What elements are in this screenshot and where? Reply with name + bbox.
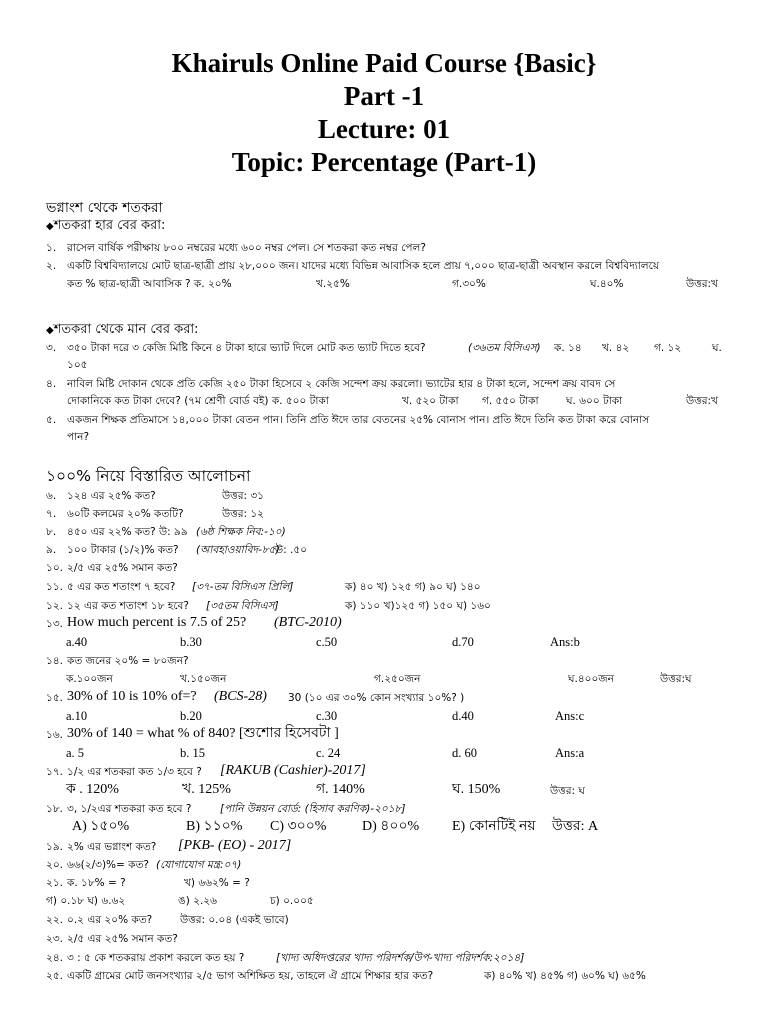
topic-heading: Topic: Percentage (Part-1) bbox=[231, 147, 537, 177]
options: ক) ১১০ খ)১২৫ গ) ১৫০ ঘ) ১৬০ bbox=[345, 600, 491, 612]
question-text: ২/৫ এর ২৫% সমান কত? bbox=[67, 562, 178, 574]
question-text: ৬০টি কলমের ২০% কতটি? bbox=[67, 508, 184, 520]
question-text: 30% of 10 is 10% of=? bbox=[67, 689, 197, 704]
answer: উত্তর:খ bbox=[686, 395, 718, 407]
question-text-cont: ১০৫ bbox=[67, 359, 88, 371]
option-c: c. 24 bbox=[316, 746, 341, 760]
question-text-cont: গ) ০.১৮ ঘ) ৬.৬২ bbox=[46, 895, 126, 907]
question-number: ১৩. bbox=[46, 618, 63, 630]
option-a: ক. ১৪ bbox=[554, 342, 582, 354]
answer: উত্তর:খ bbox=[686, 278, 718, 290]
option-d: D) ৪০০% bbox=[362, 819, 420, 834]
question-number: ৫. bbox=[46, 414, 57, 426]
question-source: [৩৫তম বিসিএস] bbox=[206, 600, 279, 612]
options: ক) ৪০ খ) ১২৫ গ) ৯০ ঘ) ১৪০ bbox=[345, 581, 481, 593]
question-text-cont: কত % ছাত্র-ছাত্রী আবাসিক ? ক. ২০% bbox=[67, 278, 232, 290]
question-text-cont: 30 (১০ এর ৩০% কোন সংখ্যার ১০%? ) bbox=[288, 692, 465, 704]
answer: উত্তর: A bbox=[552, 819, 599, 834]
question-number: ৬. bbox=[46, 490, 57, 502]
question-text-cont: চ) ০.০০৫ bbox=[270, 895, 314, 907]
option-c: গ.৩০% bbox=[452, 278, 486, 290]
option-c: গ. ৫৫০ টাকা bbox=[482, 395, 539, 407]
question-number: ৪. bbox=[46, 378, 57, 390]
question-number: ৯. bbox=[46, 544, 57, 556]
question-source: (যোগাযোগ মন্ত্র:০৭) bbox=[156, 859, 242, 871]
question-source: [RAKUB (Cashier)-2017] bbox=[220, 763, 366, 778]
answer: Ans:a bbox=[555, 746, 585, 760]
answer: Ans:c bbox=[555, 709, 585, 723]
question-number: ২৪. bbox=[46, 952, 63, 964]
option-c: গ.২৫০জন bbox=[374, 673, 421, 685]
question-source: (BCS-28) bbox=[214, 689, 267, 704]
question-text: 30% of 140 = what % of 840? [শুশোর হিসেবটা ] bbox=[67, 726, 339, 741]
option-a: a. 5 bbox=[66, 746, 85, 760]
question-text: How much percent is 7.5 of 25? bbox=[67, 615, 247, 630]
question-text: ১০০ টাকার (১/২)% কত? bbox=[67, 544, 179, 556]
question-number: ২৩. bbox=[46, 933, 63, 945]
answer: উত্তর: ঘ bbox=[550, 785, 585, 797]
question-text: ৪৫০ এর ২২% কত? উ: ৯৯ bbox=[67, 526, 188, 538]
question-number: ৮. bbox=[46, 526, 57, 538]
question-text: ৩, ১/২এর শতকরা কত হবে ? bbox=[67, 803, 192, 815]
question-number: ২২. bbox=[46, 914, 63, 926]
subsection-label: শতকরা হার বের করা: bbox=[53, 218, 166, 233]
option-d: ঘ. ৬০০ টাকা bbox=[566, 395, 623, 407]
question-text: একজন শিক্ষক প্রতিমাসে ১৪,০০০ টাকা বেতন পান। তিনি প্রতি ঈদে তার বেতনের ২৫% বোনাস পান। প্রতি ঈদে তিনি কত টাকা করে বোনাস bbox=[67, 414, 650, 426]
option-d: ঘ.৪০% bbox=[590, 278, 624, 290]
question-number: ১০. bbox=[46, 562, 63, 574]
option-d: ঘ.৪০০জন bbox=[568, 673, 614, 685]
option-c: গ. ১২ bbox=[654, 342, 682, 354]
subsection-label: শতকরা থেকে মান বের করা: bbox=[53, 322, 199, 337]
question-number: ১৭. bbox=[46, 766, 63, 778]
option-b: খ. ৫২০ টাকা bbox=[402, 395, 459, 407]
section-fraction-to-percent: ভগ্নাংশ থেকে শতকরা bbox=[46, 200, 163, 216]
question-text-cont: পান? bbox=[67, 431, 90, 443]
question-source: [PKB- (EO) - 2017] bbox=[178, 838, 292, 853]
lecture-heading: Lecture: 01 bbox=[317, 114, 451, 144]
question-text: ২% এর ভগ্নাংশ কত? bbox=[67, 841, 157, 853]
option-b: খ. ৪২ bbox=[602, 342, 630, 354]
section-100-percent: ১০০% নিয়ে বিস্তারিত আলোচনা bbox=[46, 467, 251, 485]
question-number: ২১. bbox=[46, 877, 63, 889]
question-number: ২০. bbox=[46, 859, 63, 871]
question-text: ৫ এর কত শতাংশ ৭ হবে? bbox=[67, 581, 176, 593]
answer: উ: .৫০ bbox=[275, 544, 308, 556]
subsection-find-value bbox=[46, 320, 199, 341]
question-source: (আবহাওয়াবিদ-৮৫) bbox=[196, 544, 280, 556]
option-b: খ.২৫% bbox=[316, 278, 350, 290]
answer: উত্তর: ৩১ bbox=[222, 490, 264, 502]
question-number: ২৫. bbox=[46, 970, 63, 982]
question-source: [খাদ্য অধিদপ্তরের খাদ্য পরিদর্শক/উপ-খাদ্য পরিদর্শক:২০১৪] bbox=[276, 952, 525, 964]
subsection-find-percent bbox=[46, 216, 165, 237]
option-b: b.30 bbox=[180, 635, 202, 649]
question-text: ১২৪ এর ২৫% কত? bbox=[67, 490, 156, 502]
option-d: d. 60 bbox=[452, 746, 477, 760]
question-number: ১৬. bbox=[46, 729, 63, 741]
question-text: ৬৬(২/৩)%= কত? bbox=[67, 859, 149, 871]
question-text: কত জনের ২০% = ৮০জন? bbox=[67, 655, 189, 667]
question-text: ০.২ এর ২০% কত? bbox=[67, 914, 153, 926]
option-c: c.30 bbox=[316, 709, 338, 723]
question-text: ১/২ এর শতকরা কত ১/৩ হবে ? bbox=[67, 766, 202, 778]
option-d: ঘ. 150% bbox=[452, 782, 501, 797]
question-text: রাসেল বার্ষিক পরীক্ষায় ৮০০ নম্বরের মধ্যে ৬০০ নম্বর পেল। সে শতকরা কত নম্বর পেল? bbox=[67, 242, 426, 254]
answer: উত্তর: ১২ bbox=[222, 508, 264, 520]
question-number: ৩. bbox=[46, 342, 57, 354]
option-b: খ.১৫০জন bbox=[180, 673, 227, 685]
question-source: (৩৬তম বিসিএস) bbox=[468, 342, 541, 354]
option-a: ক.১০০জন bbox=[66, 673, 113, 685]
question-number: ১. bbox=[46, 242, 57, 254]
option-d: d.70 bbox=[452, 635, 474, 649]
question-text: ক. ১৮% = ? bbox=[67, 877, 126, 889]
option-e: E) কোনটিই নয় bbox=[452, 819, 536, 834]
question-number: ১৪. bbox=[46, 655, 63, 667]
question-text: একটি বিশ্ববিদ্যালয়ে মোট ছাত্র-ছাত্রী প্রায় ২৮,০০০ জন। যাদের মধ্যে বিভিন্ন আবাসিক হলে প্রায় ৭,০০০ ছাত্র-ছাত্রী অবস্থান করলে বিশ্ববিদ্যালয়ে bbox=[67, 260, 660, 272]
option-a: A) ১৫০% bbox=[72, 819, 130, 834]
option-b: b. 15 bbox=[180, 746, 205, 760]
question-text: ৩৫০ টাকা দরে ৩ কেজি মিষ্টি কিনে ৪ টাকা হারে ভ্যাট দিলে মোট কত ভ্যাট দিতে হবে? bbox=[67, 342, 426, 354]
answer: Ans:b bbox=[550, 635, 580, 649]
options: ক) ৪০% খ) ৪৫% গ) ৬০% ঘ) ৬৫% bbox=[484, 970, 646, 982]
question-source: [৩৭-তম বিসিএস প্রিলি] bbox=[192, 581, 294, 593]
option-d: d.40 bbox=[452, 709, 474, 723]
question-number: ১১. bbox=[46, 581, 63, 593]
answer: উত্তর:ঘ bbox=[660, 673, 692, 685]
part-heading: Part -1 bbox=[343, 81, 425, 111]
answer: উত্তর: ০.০৪ (একই ভাবে) bbox=[180, 914, 289, 926]
question-number: ৭. bbox=[46, 508, 57, 520]
option-d: ঘ. bbox=[712, 342, 722, 354]
question-text: নাবিল মিষ্টি দোকান থেকে প্রতি কেজি ২৫০ টাকা হিসেবে ২ কেজি সন্দেশ ক্রয় করলো। ভ্যাটের হার ৪ টাকা হলে, সন্দেশ ক্রয় বাবদ সে bbox=[67, 378, 616, 390]
question-text: ২/৫ এর ২৫% সমান কত? bbox=[67, 933, 178, 945]
question-text: একটি গ্রামের মোট জনসংখ্যার ২/৫ ভাগ অশিক্ষিত হয়, তাহলে ঐ গ্রামে শিক্ষার হার কত? bbox=[67, 970, 434, 982]
question-source: (BTC-2010) bbox=[274, 615, 342, 630]
option-a: a.40 bbox=[66, 635, 88, 649]
question-text: ৩ : ৫ কে শতকরায় প্রকাশ করলে কত হয় ? bbox=[67, 952, 245, 964]
option-a: ক . 120% bbox=[66, 782, 119, 797]
diamond-bullet-icon: ◆ bbox=[46, 221, 54, 232]
question-number: ১৮. bbox=[46, 803, 63, 815]
question-text: খ) ৬৬২% = ? bbox=[184, 877, 250, 889]
option-b: b.20 bbox=[180, 709, 202, 723]
question-number: ১৯. bbox=[46, 841, 63, 853]
option-b: B) ১১০% bbox=[186, 819, 243, 834]
course-title: Khairuls Online Paid Course {Basic} bbox=[171, 48, 597, 78]
question-number: ১৫. bbox=[46, 692, 63, 704]
question-text: ১২ এর কত শতাংশ ১৮ হবে? bbox=[67, 600, 189, 612]
question-text-cont: ঙ) ২.২৬ bbox=[178, 895, 217, 907]
question-number: ১২. bbox=[46, 600, 63, 612]
question-source: [পানি উন্নয়ন বোর্ড: (হিসাব করণিক)-২০১৮] bbox=[220, 803, 406, 815]
option-b: খ. 125% bbox=[182, 782, 231, 797]
option-c: c.50 bbox=[316, 635, 338, 649]
diamond-bullet-icon: ◆ bbox=[46, 325, 54, 336]
question-text-cont: দোকানিকে কত টাকা দেবে? (৭ম শ্রেণী বোর্ড বই) ক. ৫০০ টাকা bbox=[67, 395, 329, 407]
option-a: a.10 bbox=[66, 709, 88, 723]
option-c: C) ৩০০% bbox=[270, 819, 327, 834]
option-c: গ. 140% bbox=[316, 782, 365, 797]
question-number: ২. bbox=[46, 260, 57, 272]
question-source: (৬ষ্ঠ শিক্ষক নিব:-১০) bbox=[196, 526, 286, 538]
